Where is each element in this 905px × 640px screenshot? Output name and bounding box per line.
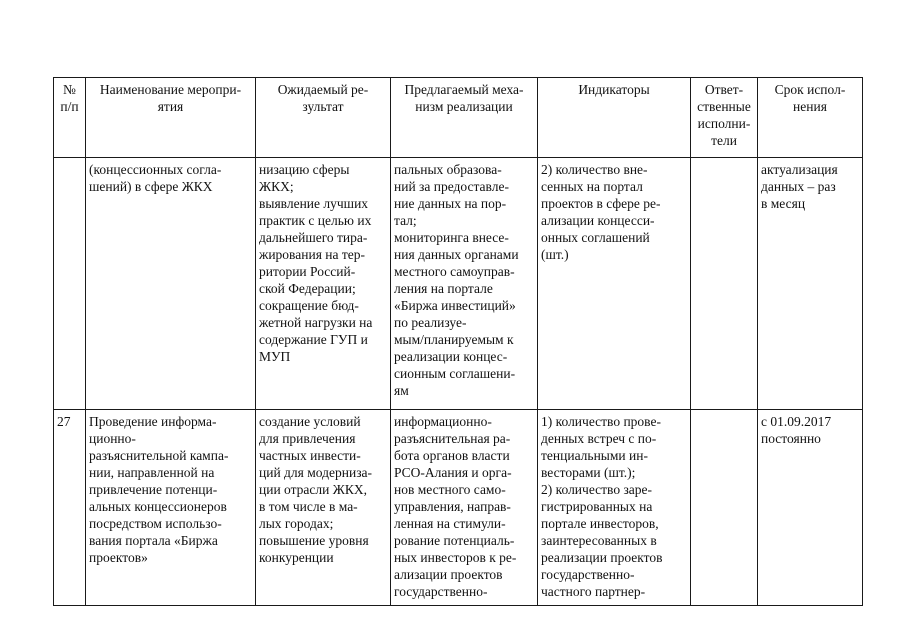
text-line: ям bbox=[394, 383, 409, 398]
text-line: конкуренции bbox=[259, 550, 334, 565]
text-line: нов местного само- bbox=[394, 482, 506, 497]
text-line: частного партнер- bbox=[541, 584, 646, 599]
text-line: бота органов власти bbox=[394, 448, 510, 463]
text-line: разъяснительной кампа- bbox=[89, 448, 229, 463]
text-line: постоянно bbox=[761, 431, 821, 446]
measure-name bbox=[86, 410, 256, 606]
text-line: шений) в сфере ЖКХ bbox=[89, 179, 213, 194]
implementation-mechanism bbox=[391, 410, 538, 606]
deadline bbox=[758, 158, 863, 410]
text-line: с 01.09.2017 bbox=[761, 414, 832, 429]
text-line: местного самоуправ- bbox=[394, 264, 515, 279]
text-line: жирования на тер- bbox=[259, 247, 366, 262]
text-line: ний за предоставле- bbox=[394, 179, 509, 194]
text-line: Индикаторы bbox=[578, 82, 650, 97]
text-line: ятия bbox=[157, 99, 184, 114]
indicators bbox=[538, 158, 691, 410]
text-line: ции отрасли ЖКХ, bbox=[259, 482, 367, 497]
text-line: сокращение бюд- bbox=[259, 298, 359, 313]
text-line: РСО-Алания и орга- bbox=[394, 465, 512, 480]
text-line: Ожидаемый ре- bbox=[277, 82, 369, 97]
row-number: 27 bbox=[54, 410, 86, 606]
text-line: № bbox=[63, 82, 76, 97]
text-line: содержание ГУП и bbox=[259, 332, 368, 347]
header-result bbox=[256, 78, 391, 158]
text-line: реализации концес- bbox=[394, 349, 508, 364]
header-num bbox=[54, 78, 86, 158]
text-line: сионным соглашени- bbox=[394, 366, 516, 381]
responsible bbox=[691, 158, 758, 410]
text-line: нения bbox=[793, 99, 827, 114]
text-line: Проведение информа- bbox=[89, 414, 217, 429]
text-line: дальнейшего тира- bbox=[259, 230, 368, 245]
text-line: разъяснительная ра- bbox=[394, 431, 511, 446]
text-line: ализации концесси- bbox=[541, 213, 655, 228]
text-line: ние данных на пор- bbox=[394, 196, 507, 211]
text-line: практик с целью их bbox=[259, 213, 372, 228]
text-line: 1) количество прове- bbox=[541, 414, 661, 429]
text-line: ленная на стимули- bbox=[394, 516, 506, 531]
text-line: ных инвесторов к ре- bbox=[394, 550, 517, 565]
text-line: лых городах; bbox=[259, 516, 334, 531]
text-line: Срок испол- bbox=[774, 82, 846, 97]
text-line: МУП bbox=[259, 349, 291, 364]
header-mechanism bbox=[391, 78, 538, 158]
text-line: ционно- bbox=[89, 431, 136, 446]
header-name bbox=[86, 78, 256, 158]
text-line: гистрированных на bbox=[541, 499, 653, 514]
header-deadline bbox=[758, 78, 863, 158]
text-line: государственно- bbox=[541, 567, 635, 582]
text-line: информационно- bbox=[394, 414, 492, 429]
table-row bbox=[54, 158, 863, 410]
text-line: «Биржа инвестиций» bbox=[394, 298, 516, 313]
indicators bbox=[538, 410, 691, 606]
text-line: создание условий bbox=[259, 414, 361, 429]
text-line: жетной нагрузки на bbox=[259, 315, 373, 330]
text-line: тенциальными ин- bbox=[541, 448, 648, 463]
text-line: Наименование меропри- bbox=[99, 82, 242, 97]
text-line: в том числе в ма- bbox=[259, 499, 358, 514]
text-line: онных соглашений bbox=[541, 230, 650, 245]
text-line: тели bbox=[711, 133, 737, 148]
expected-result bbox=[256, 158, 391, 410]
text-line: низм реализации bbox=[415, 99, 513, 114]
text-line: портале инвесторов, bbox=[541, 516, 659, 531]
table-row bbox=[54, 410, 863, 606]
text-line: ритории Россий- bbox=[259, 264, 356, 279]
text-line: частных инвести- bbox=[259, 448, 361, 463]
text-line: Предлагаемый меха- bbox=[404, 82, 524, 97]
text-line: мым/планируемым к bbox=[394, 332, 514, 347]
text-line: ления на портале bbox=[394, 281, 493, 296]
text-line: ализации проектов bbox=[394, 567, 503, 582]
text-line: п/п bbox=[60, 99, 79, 114]
expected-result bbox=[256, 410, 391, 606]
responsible bbox=[691, 410, 758, 606]
text-line: реализации проектов bbox=[541, 550, 663, 565]
measure-name bbox=[86, 158, 256, 410]
text-line: весторами (шт.); bbox=[541, 465, 636, 480]
text-line: проектов» bbox=[89, 550, 148, 565]
text-line: 2) количество заре- bbox=[541, 482, 653, 497]
text-line: 2) количество вне- bbox=[541, 162, 648, 177]
text-line: проектов в сфере ре- bbox=[541, 196, 661, 211]
table-header-row bbox=[54, 78, 863, 158]
text-line: ЖКХ; bbox=[259, 179, 294, 194]
text-line: в месяц bbox=[761, 196, 806, 211]
text-line: зультат bbox=[302, 99, 344, 114]
measures-table bbox=[53, 77, 863, 606]
text-line: ской Федерации; bbox=[259, 281, 356, 296]
text-line: альных концессионеров bbox=[89, 499, 227, 514]
text-line: повышение уровня bbox=[259, 533, 369, 548]
text-line: посредством использо- bbox=[89, 516, 222, 531]
text-line: ния данных органами bbox=[394, 247, 519, 262]
text-line: рование потенциаль- bbox=[394, 533, 515, 548]
text-line: мониторинга внесе- bbox=[394, 230, 509, 245]
text-line: для привлечения bbox=[259, 431, 356, 446]
text-line: государственно- bbox=[394, 584, 488, 599]
text-line: нии, направленной на bbox=[89, 465, 215, 480]
text-line: (шт.) bbox=[541, 247, 569, 262]
text-line: управления, направ- bbox=[394, 499, 511, 514]
text-line: выявление лучших bbox=[259, 196, 369, 211]
text-line: данных – раз bbox=[761, 179, 836, 194]
text-line: пальных образова- bbox=[394, 162, 502, 177]
text-line: денных встреч с по- bbox=[541, 431, 657, 446]
header-indicators bbox=[538, 78, 691, 158]
text-line: заинтересованных в bbox=[541, 533, 657, 548]
implementation-mechanism bbox=[391, 158, 538, 410]
text-line: ственные bbox=[697, 99, 751, 114]
text-line: ций для модерниза- bbox=[259, 465, 373, 480]
text-line: вания портала «Биржа bbox=[89, 533, 218, 548]
deadline bbox=[758, 410, 863, 606]
text-line: по реализуе- bbox=[394, 315, 467, 330]
text-line: сенных на портал bbox=[541, 179, 643, 194]
header-responsible bbox=[691, 78, 758, 158]
text-line: (концессионных согла- bbox=[89, 162, 222, 177]
text-line: актуализация bbox=[761, 162, 838, 177]
text-line: низацию сферы bbox=[259, 162, 350, 177]
text-line: тал; bbox=[394, 213, 417, 228]
text-line: Ответ- bbox=[704, 82, 744, 97]
text-line: исполни- bbox=[697, 116, 751, 131]
row-number bbox=[54, 158, 86, 410]
text-line: привлечение потенци- bbox=[89, 482, 218, 497]
